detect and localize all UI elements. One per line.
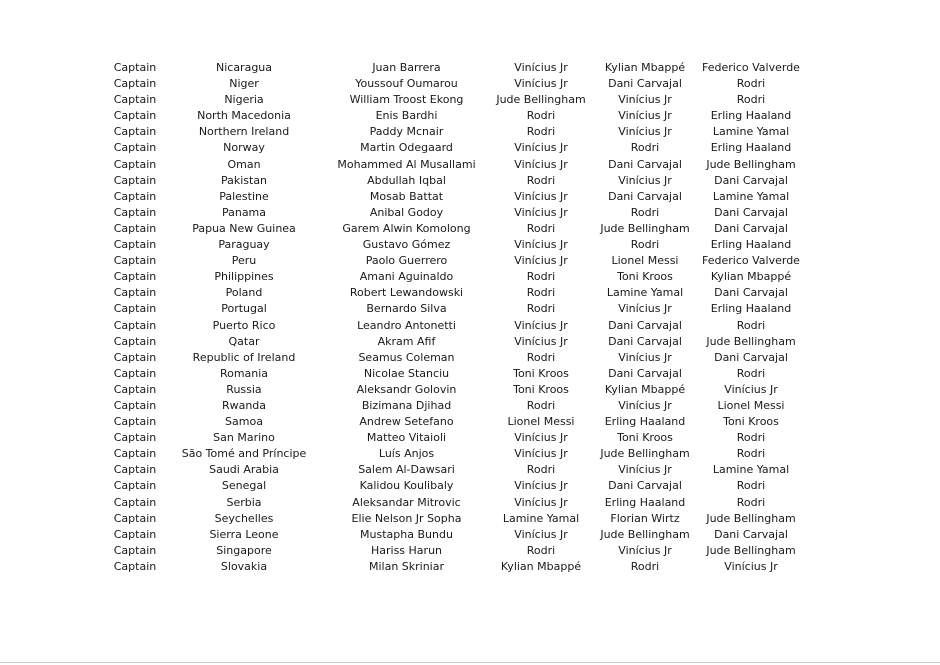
voter-cell: Bernardo Silva bbox=[366, 302, 447, 316]
second-choice-cell: Vinícius Jr bbox=[618, 543, 672, 557]
page-bottom-edge bbox=[0, 662, 940, 663]
role-cell: Captain bbox=[113, 431, 157, 445]
third-choice-cell: Rodri bbox=[736, 431, 766, 445]
third-choice-cell: Vinícius Jr bbox=[724, 559, 778, 573]
voter-cell: Abdullah Iqbal bbox=[367, 173, 446, 187]
voter-cell: Mustapha Bundu bbox=[360, 527, 453, 541]
second-choice-cell: Dani Carvajal bbox=[608, 189, 682, 203]
first-choice-cell: Rodri bbox=[526, 543, 556, 557]
role-cell: Captain bbox=[113, 77, 157, 91]
table-row bbox=[106, 527, 805, 543]
voter-cell: Amani Aguinaldo bbox=[359, 270, 454, 284]
table-row bbox=[106, 478, 805, 494]
second-choice-cell: Lamine Yamal bbox=[606, 286, 684, 300]
third-choice-cell: Kylian Mbappé bbox=[710, 270, 792, 284]
second-choice-cell: Kylian Mbappé bbox=[604, 61, 686, 74]
role-cell: Captain bbox=[113, 173, 157, 187]
role-cell: Captain bbox=[113, 157, 157, 171]
role-cell: Captain bbox=[113, 559, 157, 573]
voter-cell: Garem Alwin Komolong bbox=[342, 221, 471, 235]
third-choice-cell: Dani Carvajal bbox=[714, 205, 788, 219]
country-cell: Sierra Leone bbox=[209, 527, 279, 541]
role-cell: Captain bbox=[113, 189, 157, 203]
table-row bbox=[106, 108, 805, 124]
second-choice-cell: Dani Carvajal bbox=[608, 334, 682, 348]
role-cell: Captain bbox=[113, 543, 157, 557]
voter-cell: Aleksandr Golovin bbox=[356, 382, 457, 396]
first-choice-cell: Vinícius Jr bbox=[514, 527, 568, 541]
voter-cell: Salem Al-Dawsari bbox=[358, 463, 455, 477]
second-choice-cell: Jude Bellingham bbox=[600, 527, 690, 541]
country-cell: Senegal bbox=[221, 479, 267, 493]
country-cell: Philippines bbox=[214, 270, 274, 284]
role-cell: Captain bbox=[113, 495, 157, 509]
first-choice-cell: Rodri bbox=[526, 125, 556, 139]
table-row bbox=[106, 495, 805, 511]
third-choice-cell: Erling Haaland bbox=[710, 109, 792, 123]
role-cell: Captain bbox=[113, 238, 157, 252]
voter-cell: Akram Afif bbox=[377, 334, 436, 348]
country-cell: São Tomé and Príncipe bbox=[181, 447, 307, 461]
role-cell: Captain bbox=[113, 141, 157, 155]
voter-cell: Matteo Vitaioli bbox=[366, 431, 447, 445]
second-choice-cell: Dani Carvajal bbox=[608, 366, 682, 380]
role-cell: Captain bbox=[113, 382, 157, 396]
second-choice-cell: Jude Bellingham bbox=[600, 221, 690, 235]
country-cell: Rwanda bbox=[221, 398, 267, 412]
role-cell: Captain bbox=[113, 61, 157, 74]
table-row bbox=[106, 301, 805, 317]
table-row bbox=[106, 221, 805, 237]
first-choice-cell: Vinícius Jr bbox=[514, 447, 568, 461]
role-cell: Captain bbox=[113, 350, 157, 364]
role-cell: Captain bbox=[113, 415, 157, 429]
voter-cell: Martin Odegaard bbox=[360, 141, 453, 155]
first-choice-cell: Lamine Yamal bbox=[502, 511, 580, 525]
third-choice-cell: Lionel Messi bbox=[717, 398, 785, 412]
role-cell: Captain bbox=[113, 93, 157, 107]
table-row bbox=[106, 543, 805, 559]
second-choice-cell: Lionel Messi bbox=[611, 254, 679, 268]
second-choice-cell: Vinícius Jr bbox=[618, 302, 672, 316]
first-choice-cell: Vinícius Jr bbox=[514, 238, 568, 252]
third-choice-cell: Erling Haaland bbox=[710, 302, 792, 316]
first-choice-cell: Vinícius Jr bbox=[514, 77, 568, 91]
table-row bbox=[106, 334, 805, 350]
country-cell: Republic of Ireland bbox=[192, 350, 296, 364]
voter-cell: Anibal Godoy bbox=[369, 205, 444, 219]
table-row bbox=[106, 189, 805, 205]
country-cell: Qatar bbox=[228, 334, 260, 348]
third-choice-cell: Federico Valverde bbox=[702, 61, 800, 74]
third-choice-cell: Jude Bellingham bbox=[706, 511, 796, 525]
second-choice-cell: Dani Carvajal bbox=[608, 479, 682, 493]
voter-cell: Gustavo Gómez bbox=[362, 238, 451, 252]
first-choice-cell: Rodri bbox=[526, 463, 556, 477]
table-row bbox=[106, 382, 805, 398]
table-row bbox=[106, 76, 805, 92]
country-cell: Pakistan bbox=[220, 173, 268, 187]
third-choice-cell: Dani Carvajal bbox=[714, 221, 788, 235]
first-choice-cell: Rodri bbox=[526, 109, 556, 123]
first-choice-cell: Toni Kroos bbox=[513, 382, 569, 396]
role-cell: Captain bbox=[113, 398, 157, 412]
second-choice-cell: Toni Kroos bbox=[617, 431, 673, 445]
second-choice-cell: Vinícius Jr bbox=[618, 109, 672, 123]
country-cell: Romania bbox=[219, 366, 269, 380]
second-choice-cell: Vinícius Jr bbox=[618, 173, 672, 187]
country-cell: Slovakia bbox=[220, 559, 268, 573]
votes-table bbox=[106, 60, 805, 575]
table-row bbox=[106, 205, 805, 221]
first-choice-cell: Vinícius Jr bbox=[514, 431, 568, 445]
role-cell: Captain bbox=[113, 447, 157, 461]
first-choice-cell: Kylian Mbappé bbox=[500, 559, 582, 573]
third-choice-cell: Rodri bbox=[736, 77, 766, 91]
second-choice-cell: Vinícius Jr bbox=[618, 398, 672, 412]
third-choice-cell: Federico Valverde bbox=[702, 254, 800, 268]
second-choice-cell: Rodri bbox=[630, 559, 660, 573]
first-choice-cell: Vinícius Jr bbox=[514, 205, 568, 219]
table-row bbox=[106, 350, 805, 366]
country-cell: Peru bbox=[231, 254, 257, 268]
table-row bbox=[106, 173, 805, 189]
first-choice-cell: Vinícius Jr bbox=[514, 157, 568, 171]
role-cell: Captain bbox=[113, 125, 157, 139]
voter-cell: Mohammed Al Musallami bbox=[337, 157, 476, 171]
second-choice-cell: Vinícius Jr bbox=[618, 125, 672, 139]
country-cell: Northern Ireland bbox=[198, 125, 290, 139]
voter-cell: Seamus Coleman bbox=[358, 350, 455, 364]
second-choice-cell: Rodri bbox=[630, 141, 660, 155]
second-choice-cell: Jude Bellingham bbox=[600, 447, 690, 461]
first-choice-cell: Vinícius Jr bbox=[514, 318, 568, 332]
voter-cell: Juan Barrera bbox=[372, 61, 441, 74]
voter-cell: Robert Lewandowski bbox=[349, 286, 464, 300]
third-choice-cell: Dani Carvajal bbox=[714, 286, 788, 300]
table-row bbox=[106, 398, 805, 414]
voter-cell: Bizimana Djihad bbox=[361, 398, 452, 412]
country-cell: Portugal bbox=[221, 302, 267, 316]
table-row bbox=[106, 92, 805, 108]
first-choice-cell: Rodri bbox=[526, 286, 556, 300]
country-cell: Nicaragua bbox=[215, 61, 273, 74]
third-choice-cell: Erling Haaland bbox=[710, 238, 792, 252]
country-cell: Saudi Arabia bbox=[209, 463, 279, 477]
third-choice-cell: Rodri bbox=[736, 495, 766, 509]
second-choice-cell: Kylian Mbappé bbox=[604, 382, 686, 396]
voter-cell: Nicolae Stanciu bbox=[363, 366, 450, 380]
role-cell: Captain bbox=[113, 334, 157, 348]
role-cell: Captain bbox=[113, 221, 157, 235]
third-choice-cell: Rodri bbox=[736, 366, 766, 380]
second-choice-cell: Erling Haaland bbox=[604, 415, 686, 429]
third-choice-cell: Lamine Yamal bbox=[712, 463, 790, 477]
table-row bbox=[106, 414, 805, 430]
role-cell: Captain bbox=[113, 286, 157, 300]
country-cell: Singapore bbox=[216, 543, 272, 557]
third-choice-cell: Vinícius Jr bbox=[724, 382, 778, 396]
second-choice-cell: Florian Wirtz bbox=[610, 511, 680, 525]
table-row bbox=[106, 430, 805, 446]
first-choice-cell: Rodri bbox=[526, 398, 556, 412]
country-cell: San Marino bbox=[213, 431, 275, 445]
role-cell: Captain bbox=[113, 463, 157, 477]
first-choice-cell: Rodri bbox=[526, 173, 556, 187]
voter-cell: Milan Skriniar bbox=[368, 559, 445, 573]
country-cell: Oman bbox=[227, 157, 261, 171]
third-choice-cell: Rodri bbox=[736, 447, 766, 461]
table-row bbox=[106, 366, 805, 382]
first-choice-cell: Rodri bbox=[526, 350, 556, 364]
third-choice-cell: Jude Bellingham bbox=[706, 334, 796, 348]
country-cell: Nigeria bbox=[224, 93, 264, 107]
role-cell: Captain bbox=[113, 109, 157, 123]
third-choice-cell: Rodri bbox=[736, 479, 766, 493]
third-choice-cell: Lamine Yamal bbox=[712, 189, 790, 203]
second-choice-cell: Rodri bbox=[630, 238, 660, 252]
country-cell: Palestine bbox=[219, 189, 269, 203]
voter-cell: Aleksandar Mitrovic bbox=[352, 495, 461, 509]
role-cell: Captain bbox=[113, 366, 157, 380]
voter-cell: Leandro Antonetti bbox=[357, 318, 456, 332]
voter-cell: Andrew Setefano bbox=[359, 415, 454, 429]
second-choice-cell: Toni Kroos bbox=[617, 270, 673, 284]
second-choice-cell: Dani Carvajal bbox=[608, 77, 682, 91]
voter-cell: William Troost Ekong bbox=[349, 93, 464, 107]
role-cell: Captain bbox=[113, 511, 157, 525]
second-choice-cell: Dani Carvajal bbox=[608, 318, 682, 332]
role-cell: Captain bbox=[113, 318, 157, 332]
voter-cell: Paolo Guerrero bbox=[365, 254, 448, 268]
voter-cell: Paddy Mcnair bbox=[369, 125, 444, 139]
second-choice-cell: Dani Carvajal bbox=[608, 157, 682, 171]
third-choice-cell: Lamine Yamal bbox=[712, 125, 790, 139]
voter-cell: Kalidou Koulibaly bbox=[359, 479, 454, 493]
table-row bbox=[106, 285, 805, 301]
first-choice-cell: Toni Kroos bbox=[513, 366, 569, 380]
country-cell: Papua New Guinea bbox=[192, 221, 296, 235]
country-cell: Seychelles bbox=[214, 511, 274, 525]
third-choice-cell: Dani Carvajal bbox=[714, 527, 788, 541]
table-row bbox=[106, 60, 805, 76]
voter-cell: Youssouf Oumarou bbox=[355, 77, 458, 91]
voter-cell: Elie Nelson Jr Sopha bbox=[351, 511, 462, 525]
table-row bbox=[106, 511, 805, 527]
country-cell: Serbia bbox=[226, 495, 262, 509]
first-choice-cell: Vinícius Jr bbox=[514, 479, 568, 493]
first-choice-cell: Rodri bbox=[526, 302, 556, 316]
country-cell: Puerto Rico bbox=[212, 318, 276, 332]
role-cell: Captain bbox=[113, 270, 157, 284]
table-row bbox=[106, 237, 805, 253]
first-choice-cell: Vinícius Jr bbox=[514, 334, 568, 348]
third-choice-cell: Dani Carvajal bbox=[714, 350, 788, 364]
votes-table-body bbox=[106, 60, 805, 575]
first-choice-cell: Rodri bbox=[526, 270, 556, 284]
third-choice-cell: Erling Haaland bbox=[710, 141, 792, 155]
country-cell: Poland bbox=[225, 286, 263, 300]
third-choice-cell: Dani Carvajal bbox=[714, 173, 788, 187]
third-choice-cell: Jude Bellingham bbox=[706, 543, 796, 557]
country-cell: Norway bbox=[223, 141, 265, 155]
third-choice-cell: Rodri bbox=[736, 318, 766, 332]
voter-cell: Hariss Harun bbox=[370, 543, 443, 557]
table-row bbox=[106, 140, 805, 156]
country-cell: Niger bbox=[229, 77, 259, 91]
second-choice-cell: Vinícius Jr bbox=[618, 350, 672, 364]
role-cell: Captain bbox=[113, 254, 157, 268]
country-cell: Samoa bbox=[225, 415, 263, 429]
first-choice-cell: Vinícius Jr bbox=[514, 61, 568, 74]
first-choice-cell: Lionel Messi bbox=[507, 415, 575, 429]
voter-cell: Luís Anjos bbox=[378, 447, 435, 461]
second-choice-cell: Vinícius Jr bbox=[618, 93, 672, 107]
first-choice-cell: Vinícius Jr bbox=[514, 141, 568, 155]
table-row bbox=[106, 124, 805, 140]
voter-cell: Enis Bardhi bbox=[375, 109, 438, 123]
voter-cell: Mosab Battat bbox=[369, 189, 444, 203]
country-cell: Paraguay bbox=[218, 238, 270, 252]
country-cell: North Macedonia bbox=[197, 109, 291, 123]
role-cell: Captain bbox=[113, 479, 157, 493]
table-row bbox=[106, 559, 805, 575]
table-row bbox=[106, 318, 805, 334]
second-choice-cell: Rodri bbox=[630, 205, 660, 219]
first-choice-cell: Vinícius Jr bbox=[514, 495, 568, 509]
first-choice-cell: Vinícius Jr bbox=[514, 189, 568, 203]
role-cell: Captain bbox=[113, 205, 157, 219]
table-row bbox=[106, 157, 805, 173]
first-choice-cell: Jude Bellingham bbox=[496, 93, 586, 107]
first-choice-cell: Vinícius Jr bbox=[514, 254, 568, 268]
second-choice-cell: Vinícius Jr bbox=[618, 463, 672, 477]
role-cell: Captain bbox=[113, 302, 157, 316]
table-row bbox=[106, 446, 805, 462]
table-row bbox=[106, 462, 805, 478]
table-row bbox=[106, 269, 805, 285]
second-choice-cell: Erling Haaland bbox=[604, 495, 686, 509]
table-row bbox=[106, 253, 805, 269]
role-cell: Captain bbox=[113, 527, 157, 541]
third-choice-cell: Toni Kroos bbox=[723, 415, 779, 429]
third-choice-cell: Rodri bbox=[736, 93, 766, 107]
country-cell: Panama bbox=[221, 205, 267, 219]
country-cell: Russia bbox=[226, 382, 262, 396]
first-choice-cell: Rodri bbox=[526, 221, 556, 235]
third-choice-cell: Jude Bellingham bbox=[706, 157, 796, 171]
